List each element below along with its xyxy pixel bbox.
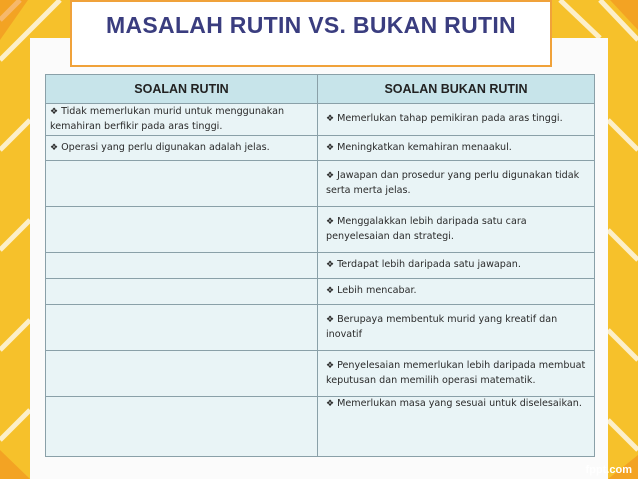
cell-soalan-bukan-rutin	[318, 104, 595, 136]
cell-soalan-bukan-rutin	[318, 305, 595, 351]
comparison-table	[45, 74, 595, 457]
slide-title: MASALAH RUTIN VS. BUKAN RUTIN	[106, 12, 516, 38]
table-row	[46, 207, 595, 253]
diamond-bullet-icon: ❖	[326, 260, 335, 271]
diamond-bullet-icon: ❖	[326, 399, 335, 409]
diamond-bullet-icon: ❖	[326, 170, 335, 181]
diamond-bullet-icon: ❖	[326, 314, 335, 325]
diamond-bullet-icon: ❖	[326, 216, 335, 227]
cell-text: Menggalakkan lebih daripada satu cara penyelesaian dan strategi.	[326, 215, 527, 242]
cell-soalan-bukan-rutin	[318, 397, 595, 457]
table-row	[46, 253, 595, 279]
cell-text: Memerlukan masa yang sesuai untuk diselesaikan.	[337, 398, 582, 409]
cell-soalan-rutin	[46, 104, 318, 136]
cell-soalan-bukan-rutin	[318, 161, 595, 207]
cell-soalan-bukan-rutin	[318, 136, 595, 161]
cell-text: Penyelesaian memerlukan lebih daripada membuat keputusan dan memilih operasi matematik.	[326, 359, 586, 386]
cell-soalan-rutin	[46, 253, 318, 279]
cell-text: Jawapan dan prosedur yang perlu digunakan tidak serta merta jelas.	[326, 169, 580, 196]
cell-soalan-rutin	[46, 351, 318, 397]
cell-text: Lebih mencabar.	[337, 285, 417, 297]
cell-soalan-rutin	[46, 305, 318, 351]
cell-soalan-rutin	[46, 136, 318, 161]
diamond-bullet-icon: ❖	[326, 142, 335, 153]
footer-watermark: fppt.com	[585, 464, 632, 476]
cell-text: Meningkatkan kemahiran menaakul.	[337, 141, 512, 153]
diamond-bullet-icon: ❖	[326, 286, 335, 297]
cell-text: Memerlukan tahap pemikiran pada aras tinggi.	[337, 113, 563, 125]
cell-soalan-bukan-rutin	[318, 207, 595, 253]
cell-text: Operasi yang perlu digunakan adalah jelas.	[61, 141, 270, 153]
cell-soalan-rutin	[46, 397, 318, 457]
cell-soalan-bukan-rutin	[318, 351, 595, 397]
cell-soalan-bukan-rutin	[318, 279, 595, 305]
title-box	[70, 0, 552, 67]
table-row	[46, 351, 595, 397]
diamond-bullet-icon: ❖	[50, 106, 59, 117]
cell-soalan-rutin	[46, 279, 318, 305]
table-row	[46, 279, 595, 305]
cell-soalan-rutin	[46, 207, 318, 253]
table-row	[46, 161, 595, 207]
header-soalan-bukan-rutin: SOALAN BUKAN RUTIN	[318, 75, 595, 104]
table-row	[46, 104, 595, 136]
diamond-bullet-icon: ❖	[50, 142, 59, 153]
table-row	[46, 305, 595, 351]
table-row	[46, 136, 595, 161]
diamond-bullet-icon: ❖	[326, 360, 335, 371]
cell-soalan-bukan-rutin	[318, 253, 595, 279]
cell-text: Berupaya membentuk murid yang kreatif dan inovatif	[326, 313, 558, 340]
table-row	[46, 397, 595, 457]
header-soalan-rutin: SOALAN RUTIN	[46, 75, 318, 104]
cell-text: Terdapat lebih daripada satu jawapan.	[337, 259, 521, 271]
cell-soalan-rutin	[46, 161, 318, 207]
diamond-bullet-icon: ❖	[326, 114, 335, 125]
cell-text: Tidak memerlukan murid untuk menggunakan kemahiran berfikir pada aras tinggi.	[50, 105, 285, 132]
